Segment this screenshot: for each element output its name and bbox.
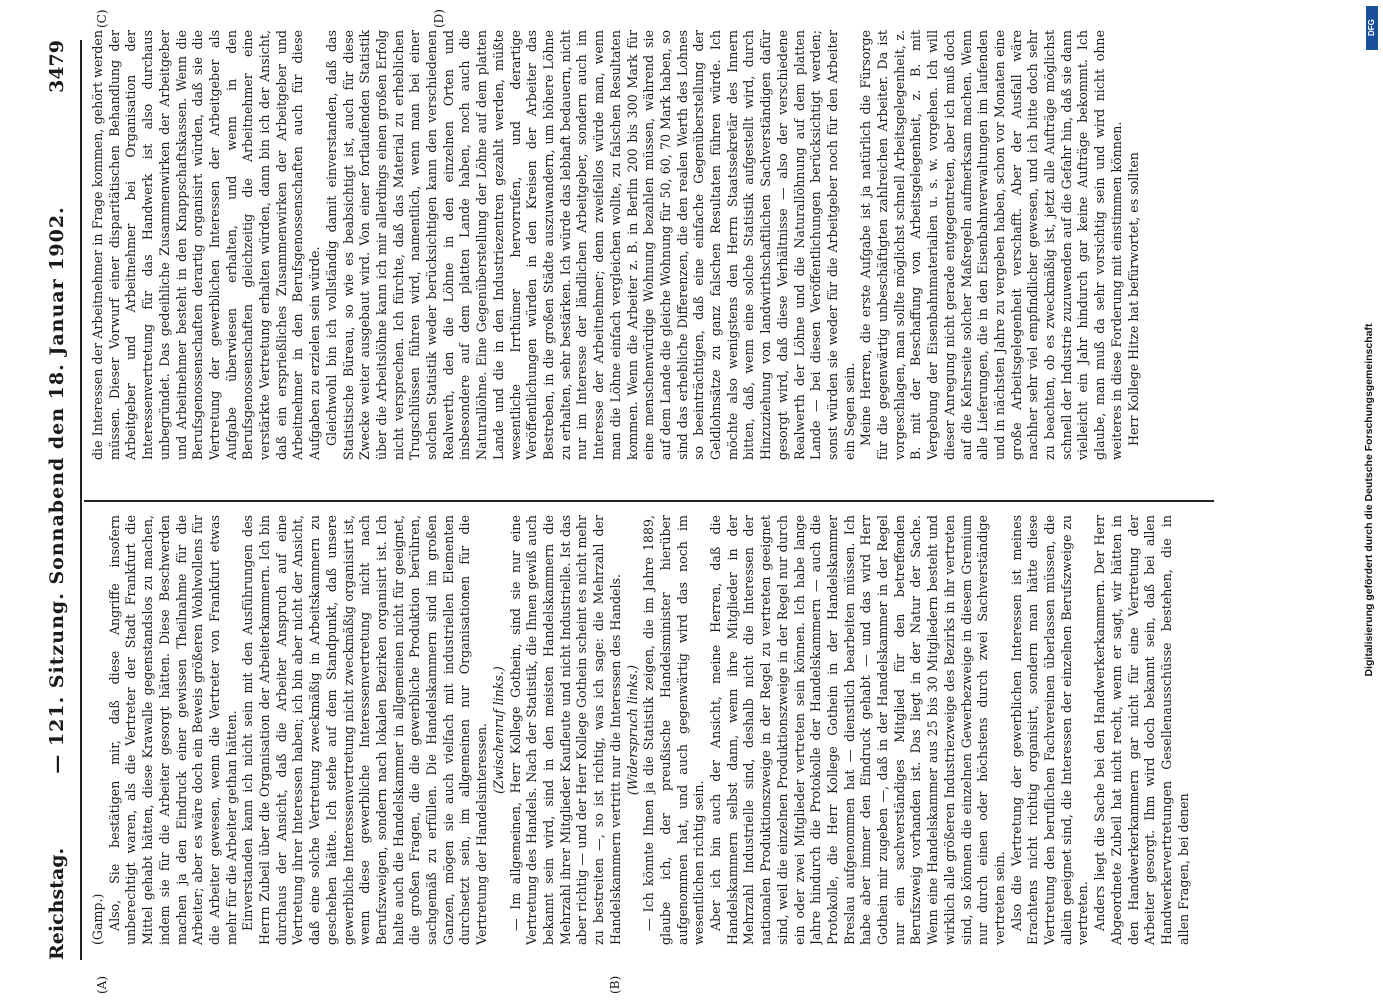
paragraph: Herr Kollege Hitze hat befürwortet, es sollten	[1125, 152, 1141, 446]
text-column-right	[90, 30, 1220, 460]
paragraph: die Interessen der Arbeitnehmer in Frage kommen, gehört werden müssen. Dieser Vorwurf einer disparitätischen Behandlung der Arbeitgeber und Arbeitnehmer bei Organisation der Interessenvertretung für das Handwerk ist also durchaus unbegründet. Das gedeihliche Zusammenwirken der Arbeitgeber und Arbeitnehmer besteht in den Knappschaftskassen. Wenn die Berufsgenossenschaften derartig organisirt würden, daß sie die Vertretung der gewerblichen Interessen der Arbeitgeber als Aufgabe überwiesen erhalten, und wenn in den Berufsgenossenschaften gleichzeitig die Arbeitnehmer eine verstärkte Vertretung erhalten würden, dann bin ich der Ansicht, daß ein ersprießliches Zusammenwirken der Arbeitgeber und Arbeitnehmer in den Berufsgenossenschaften auch für diese Aufgaben zu erzielen sein würde.	[90, 30, 323, 460]
paragraph: Also, Sie bestätigen mir, daß diese Angriffe insofern unberechtigt waren, als die Vertreter der Stadt Frankfurt die Mittel gehabt hätten, diese Krawalle gegenstandslos zu machen, indem sie für die Arbeiter gesorgt hätten. Diese Beschwerden machen ja den Eindruck einer gewissen Theilnahme für die Arbeiter; aber es wäre doch ein Beweis größeren Wohlwollens für die Arbeiter gewesen, wenn die Vertreter von Frankfurt etwas mehr für die Arbeiter gethan hätten.	[106, 515, 239, 945]
paragraph: Gleichwohl bin ich vollständig damit einverstanden, daß das Statistische Büreau, so wie es beabsichtigt ist, auch für diese Zwecke weiter ausgebaut wird. Von einer fortlaufenden Statistik über die Arbeitslöhne kann ich mir allerdings einen großen Erfolg nicht versprechen. Ich fürchte, daß das Material zu erheblichen Trugschlüssen führen wird, namentlich, wenn man bei einer solchen Statistik weder berücksichtigen kann den verschiedenen Realwerth, den die Löhne in den einzelnen Orten und insbesondere auf dem platten Lande haben, noch auch die Naturallöhne. Eine Gegenüberstellung der Löhne auf dem platten Lande und die in den Industriezentren gezahlt werden, müßte wesentliche Irrthümer hervorrufen, und derartige Veröffentlichungen würden in den Kreisen der Arbeiter das Bestreben, in die großen Städte auszuwandern, um höhere Löhne zu erhalten, sehr bestärken. Ich würde das lebhaft bedauern, nicht nur im Interesse der ländlichen Arbeitgeber, sondern auch im Interesse der Arbeitnehmer; denn zweifellos würde man, wenn man die Löhne einfach vergleichen wollte, zu falschen Resultaten kommen. Wenn die Arbeiter z. B. in Berlin 200 bis 300 Mark für eine menschenwürdige Wohnung bezahlen müssen, während sie auf dem Lande die gleiche Wohnung für 50, 60, 70 Mark haben, so sind das erhebliche Differenzen, die den realen Werth des Lohnes so beeinträchtigen, daß eine einfache Gegenüberstellung der Geldlohnsätze zu ganz falschen Resultaten führen würde. Ich möchte also wenigstens den Herrn Staatssekretär des Innern bitten, daß, wenn eine solche Statistik aufgestellt wird, durch Hinzuziehung von landwirthschaftlichen Sachverständigen dafür gesorgt wird, daß diese Verhältnisse — also der verschiedene Realwerth der Löhne und die Naturallöhnung auf dem platten Lande — bei diesen Veröffentlichungen berücksichtigt werden; sonst würden sie weder für die Arbeitgeber noch für den Arbeiter ein Segen sein.	[323, 30, 857, 460]
page-number: 3479	[46, 40, 68, 93]
header-session-date: — 121. Sitzung. Sonnabend den 18. Januar 1902.	[46, 206, 68, 774]
text-column-left	[90, 515, 1220, 945]
paragraph: Aber ich bin auch der Ansicht, meine Herren, daß die Handelskammern selbst dann, wenn ihre Mitglieder in der Mehrzahl Industrielle sind, deshalb nicht die Interessen der nationalen Produktionszweige in der Regel zu vertreten geeignet sind, weil die einzelnen Produktionszweige in der Regel nur durch ein oder zwei Mitglieder vertreten sein können. Ich habe lange Jahre hindurch die Protokolle der Handelskammern — auch die Protokolle, die Herr Kollege Gothein in der Handelskammer Breslau aufgenommen hat — dienstlich bearbeiten müssen. Ich habe aber immer den Eindruck gehabt — und das wird Herr Gothein mir zugeben —, daß in der Handelskammer in der Regel nur ein sachverständiges Mitglied für den betreffenden Berufszweig vorhanden ist. Das liegt in der Natur der Sache. Wenn eine Handelskammer aus 25 bis 30 Mitgliedern besteht und wirklich alle größeren Industriezweige des Bezirks in ihr vertreten sind, so können die einzelnen Gewerbezweige in diesem Gremium nur durch einen oder höchstens durch zwei Sachverständige vertreten sein.	[708, 515, 1007, 945]
margin-marker-a: (A)	[95, 975, 109, 994]
paragraph: — Ich könnte Ihnen ja die Statistik zeigen, die im Jahre 1889, glaube ich, der preußische Handelsminister hierüber aufgenommen hat, und auch gegenwärtig wird das noch im wesentlichen richtig sein.	[641, 515, 707, 945]
interjection: (Zwischenruf links.)	[490, 666, 506, 794]
digitization-credit: Digitalisierung gefördert durch die Deutsche Forschungsgemeinschaft	[1363, 323, 1375, 677]
interjection: (Widerspruch links.)	[624, 664, 640, 796]
header-publication: Reichstag.	[46, 847, 68, 960]
speaker-label: (Gamp.)	[90, 893, 105, 945]
header-rule	[80, 40, 82, 960]
margin-marker-c: (C)	[95, 9, 109, 28]
margin-marker-b: (B)	[608, 975, 622, 994]
paragraph: Anders liegt die Sache bei den Handwerkerkammern. Der Herr Abgeordnete Zubeil hat nicht recht, wenn er sagt, wir hätten in den Handwerkerkammern gar nicht für eine Vertretung der Arbeiter gesorgt. Ihm wird doch bekannt sein, daß bei allen Handwerkervertretungen Gesellenausschüsse bestehen, die in allen Fragen, bei denen	[1092, 515, 1191, 945]
dfg-logo: DFG	[1366, 6, 1378, 50]
paragraph: Einverstanden kann ich nicht sein mit den Ausführungen des Herrn Zubeil über die Organisation der Arbeiterkammern. Ich bin durchaus der Ansicht, daß die Arbeiter Anspruch auf eine Vertretung ihrer Interessen haben; ich bin aber nicht der Ansicht, daß eine solche Vertretung zweckmäßig in Arbeitskammern zu geschehen hätte. Ich stehe auf dem Standpunkt, daß unsere gewerbliche Interessenvertretung nicht zweckmäßig organisirt ist, wenn diese gewerbliche Interessenvertretung nicht nach Berufszweigen, sondern nach lokalen Bezirken organisirt ist. Ich halte auch die Handelskammer in allgemeinen nicht für geeignet, die großen Fragen, die die gewerbliche Produktion berühren, sachgemäß zu erfüllen. Die Handelskammern sind im großen Ganzen, mögen sie auch vielfach mit industriellen Elementen durchsetzt sein, im allgemeinen nur Organisationen für die Vertretung der Handelsinteressen.	[240, 515, 490, 945]
paragraph: Meine Herren, die erste Aufgabe ist ja natürlich die Fürsorge für die gegenwärtig unbeschäftigten zahlreichen Arbeiter. Da ist vorgeschlagen, man sollte möglichst schnell Arbeitsgelegenheit, z. B. mit der Beschaffung von Arbeitsgelegenheit, z. B. mit Vergebung der Eisenbahnmaterialien u. s. w. vorgehen. Ich will dieser Anregung nicht gerade entgegentreten, aber ich muß doch auf die Kehrseite solcher Maßregeln aufmerksam machen. Wenn alle Lieferungen, die in den Eisenbahnverwaltungen im laufenden und in nächsten Jahre zu vergeben haben, schon vor Monaten eine große Arbeitsgelegenheit verschafft. Aber der Ausfall wäre nachher sehr viel empfindlicher gewesen, und ich bitte doch sehr zu beachten, ob es zweckmäßig ist, jetzt alle Aufträge möglichst schnell der Industrie zuzuwenden auf die Gefahr hin, daß sie dann vielleicht ein Jahr hindurch gar keine Aufträge bekommt. Ich glaube, man muß da sehr vorsichtig sein und wird nicht ohne weiteres in diese Forderung mit einstimmen können.	[858, 30, 1124, 460]
paragraph: Also die Vertretung der gewerblichen Interessen ist meines Erachtens nicht richtig organisirt, sondern man hätte diese Vertretung den beruflichen Fachvereinen überlassen müssen, die allein geeignet sind, die Interessen der einzelnen Berufszweige zu vertreten.	[1008, 515, 1091, 945]
margin-marker-d: (D)	[432, 9, 446, 28]
column-divider	[84, 501, 1214, 503]
paragraph: — Im allgemeinen, Herr Kollege Gothein, sind sie nur eine Vertretung des Handels. Nach der Statistik, die Ihnen gewiß auch bekannt sein wird, sind in den meisten Handelskammern die Mehrzahl ihrer Mitglieder Kaufleute und nicht Industrielle. Ist das aber richtig — und der Herr Kollege Gothein scheint es nicht mehr zu bestreiten —, so ist richtig, was ich sage: die Mehrzahl der Handelskammern vertritt nur die Interessen des Handels.	[507, 515, 623, 945]
